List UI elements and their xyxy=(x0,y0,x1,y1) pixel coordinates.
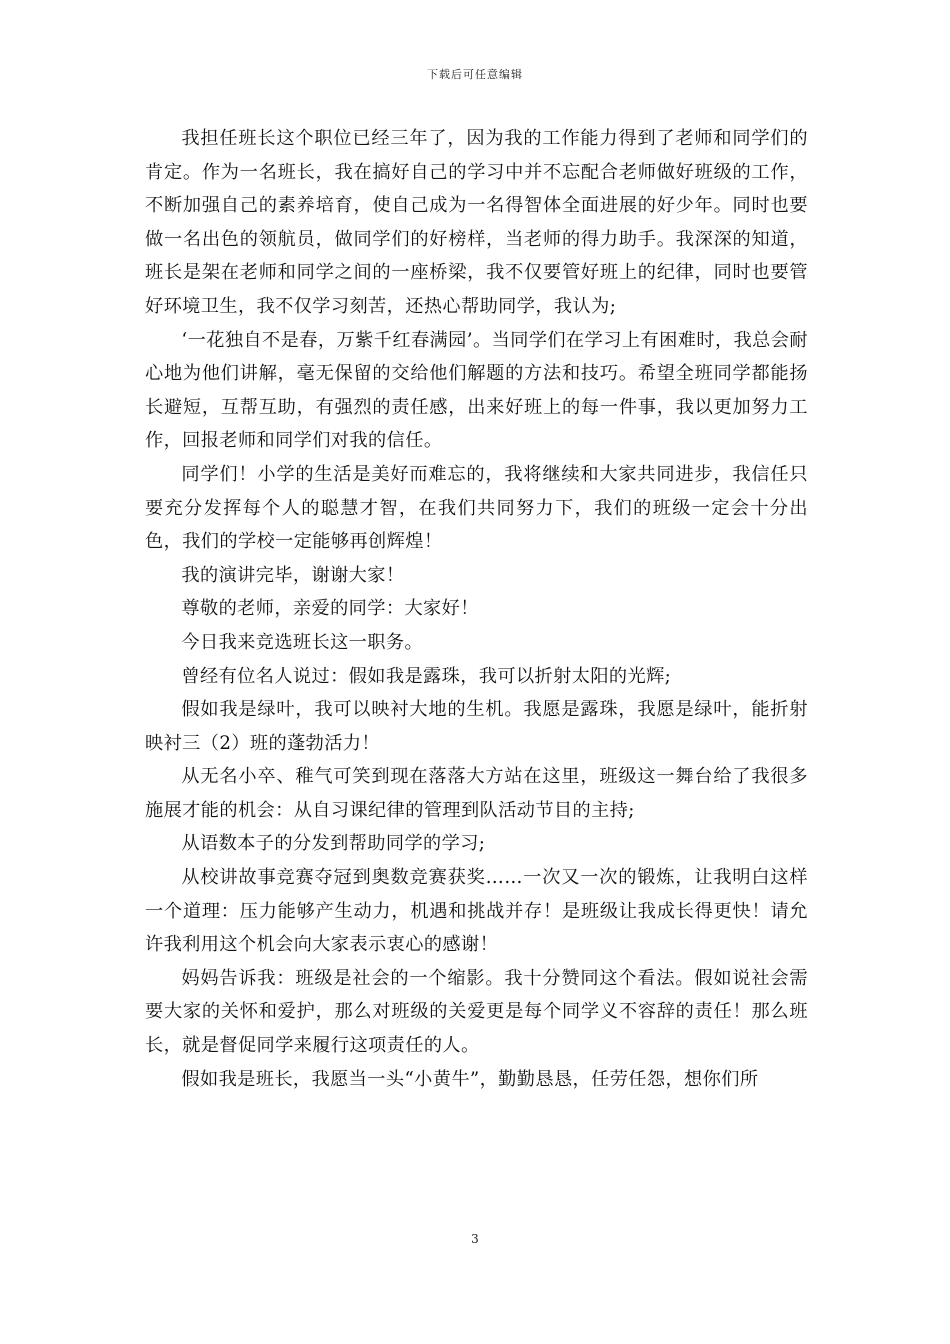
paragraph-7: 曾经有位名人说过：假如我是露珠，我可以折射太阳的光辉; xyxy=(181,665,672,687)
paragraph-2: ‘一花独自不是春，万紫千红春满园’。当同学们在学习上有困难时，我总会耐心地为他们讲解，毫无保留的交给他们解题的方法和技巧。希望全班同学都能扬长避短，互帮互助，有强烈的责任感，出来好班上的每一件事，我以更加努力工作，回报老师和同学们对我的信任。 xyxy=(145,329,808,452)
page-header: 下载后可任意编辑 xyxy=(427,68,523,81)
paragraph-6: 今日我来竞选班长这一职务。 xyxy=(181,631,424,653)
paragraph-5: 尊敬的老师，亲爱的同学：大家好！ xyxy=(181,598,479,620)
paragraph-8: 假如我是绿叶，我可以映衬大地的生机。我愿是露珠，我愿是绿叶，能折射映衬三（2）班的蓬勃活力！ xyxy=(145,699,808,754)
paragraph-13: 假如我是班长，我愿当一头“小黄牛”，勤勤恳恳，任劳任怨，想你们所 xyxy=(181,1068,759,1090)
paragraph-4: 我的演讲完毕，谢谢大家！ xyxy=(181,564,405,586)
paragraph-3: 同学们！小学的生活是美好而难忘的，我将继续和大家共同进步，我信任只要充分发挥每个人的聪慧才智，在我们共同努力下，我们的班级一定会十分出色，我们的学校一定能够再创辉煌！ xyxy=(145,463,808,553)
page-number: 3 xyxy=(471,1232,479,1246)
paragraph-9: 从无名小卒、稚气可笑到现在落落大方站在这里，班级这一舞台给了我很多施展才能的机会：从自习课纪律的管理到队活动节目的主持; xyxy=(145,766,808,821)
paragraph-12: 妈妈告诉我：班级是社会的一个缩影。我十分赞同这个看法。假如说社会需要大家的关怀和爱护，那么对班级的关爱更是每个同学义不容辞的责任！那么班长，就是督促同学来履行这项责任的人。 xyxy=(145,967,808,1057)
paragraph-1: 我担任班长这个职位已经三年了，因为我的工作能力得到了老师和同学们的肯定。作为一名班长，我在搞好自己的学习中并不忘配合老师做好班级的工作，不断加强自己的素养培育，使自己成为一名得智体全面进展的好少年。同时也要做一名出色的领航员，做同学们的好榜样，当老师的得力助手。我深深的知道，班长是架在老师和同学之间的一座桥梁，我不仅要管好班上的纪律，同时也要管好环境卫生，我不仅学习刻苦，还热心帮助同学，我认为; xyxy=(145,128,808,317)
paragraph-11: 从校讲故事竞赛夺冠到奥数竞赛获奖……一次又一次的锻炼，让我明白这样一个道理：压力能够产生动力，机遇和挑战并存！是班级让我成长得更快！请允许我利用这个机会向大家表示衷心的感谢！ xyxy=(145,867,808,956)
paragraph-10: 从语数本子的分发到帮助同学的学习; xyxy=(181,833,486,855)
document-body xyxy=(145,122,808,1096)
